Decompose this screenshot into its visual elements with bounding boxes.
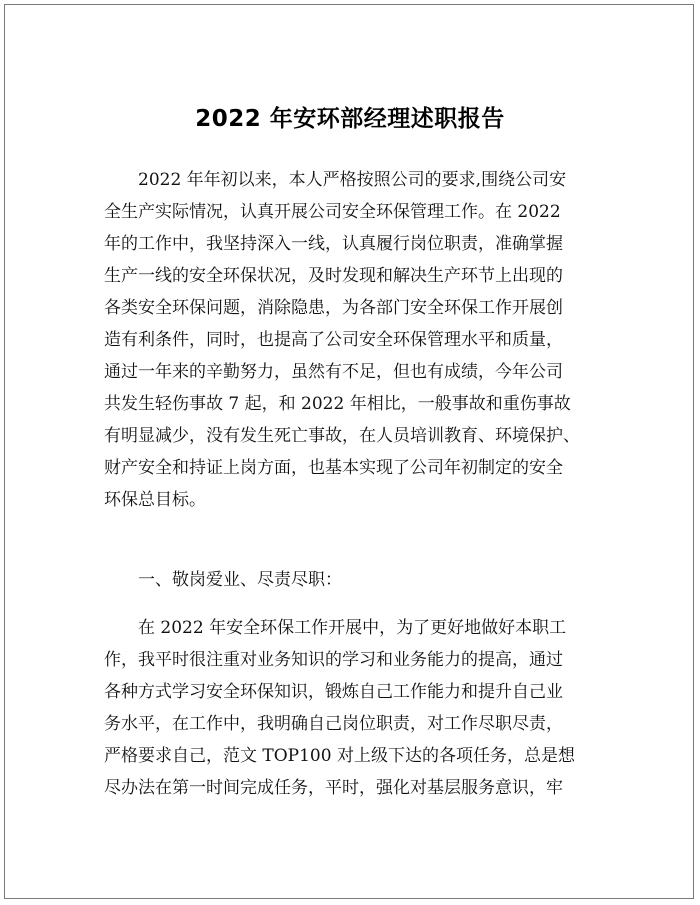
text-line: 年的工作中，我坚持深入一线，认真履行岗位职责，准确掌握 — [104, 234, 563, 254]
text-line: 环保总目标。 — [104, 490, 206, 510]
text-line: 生产一线的安全环保状况，及时发现和解决生产环节上出现的 — [104, 266, 563, 286]
section-heading-text: 一、敬岗爱业、尽责尽职： — [138, 570, 342, 590]
text-line: 严格要求自己，范文 TOP100 对上级下达的各项任务，总是想 — [104, 746, 575, 766]
document-title: 2022 年安环部经理述职报告 — [195, 106, 505, 132]
paragraph-section-1 — [104, 612, 604, 804]
text-line: 各类安全环保问题，消除隐患，为各部门安全环保工作开展创 — [104, 298, 563, 318]
text-line: 共发生轻伤事故 7 起，和 2022 年相比，一般事故和重伤事故 — [104, 394, 571, 414]
text-line: 有明显减少，没有发生死亡事故，在人员培训教育、环境保护、 — [104, 426, 580, 446]
text-line: 务水平，在工作中，我明确自己岗位职责，对工作尽职尽责， — [104, 714, 563, 734]
text-line: 尽办法在第一时间完成任务，平时，强化对基层服务意识，牢 — [104, 778, 563, 798]
text-line: 作，我平时很注重对业务知识的学习和业务能力的提高，通过 — [104, 650, 563, 670]
text-line: 各种方式学习安全环保知识，锻炼自己工作能力和提升自己业 — [104, 682, 563, 702]
paragraph-intro — [104, 164, 604, 516]
text-line: 造有利条件，同时，也提高了公司安全环保管理水平和质量， — [104, 330, 563, 350]
text-line: 2022 年年初以来，本人严格按照公司的要求,围绕公司安 — [138, 170, 567, 190]
text-line: 通过一年来的辛勤努力，虽然有不足，但也有成绩，今年公司 — [104, 362, 563, 382]
section-heading-1 — [104, 564, 604, 596]
text-line: 财产安全和持证上岗方面，也基本实现了公司年初制定的安全 — [104, 458, 563, 478]
text-line: 全生产实际情况，认真开展公司安全环保管理工作。在 2022 — [104, 202, 561, 222]
text-line: 在 2022 年安全环保工作开展中，为了更好地做好本职工 — [138, 618, 567, 638]
